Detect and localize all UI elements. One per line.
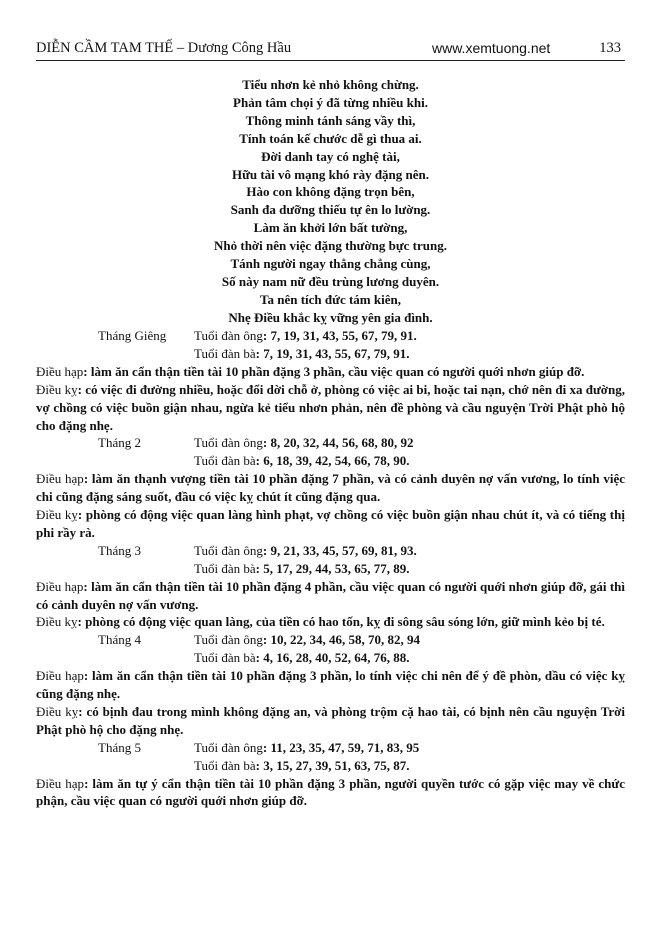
poem-line: Tánh người ngay thẳng chẳng cùng,: [230, 256, 431, 272]
male-ages: Tuổi đàn ông: 10, 22, 34, 46, 58, 70, 82, 94: [194, 632, 420, 648]
page-header: [36, 38, 625, 61]
poem-line: Làm ăn khởi lớn bất tường,: [253, 220, 408, 236]
header-title: DIỄN CẦM TAM THẾ – Dương Công Hầu: [36, 40, 292, 56]
poem-line: Hữu tài vô mạng khó rày đặng nên.: [231, 166, 430, 182]
female-ages: Tuổi đàn bà: 7, 19, 31, 43, 55, 67, 79, 91.: [194, 345, 410, 361]
taboo-paragraph: Điều kỵ: phòng có động việc quan làng, của tiền có hao tốn, kỵ đi sông sâu sóng lớn, giữ mình kẻo bị té.: [36, 614, 605, 630]
month-label: Tháng 5: [98, 739, 141, 755]
poem-line: Nhẹ Điều khắc kỵ vững yên gia đình.: [228, 309, 433, 325]
poem-line: Số này nam nữ đều trùng lương duyên.: [221, 273, 440, 289]
month-row-ong: [36, 327, 625, 345]
taboo-paragraph: Điều kỵ: có việc đi đường nhiều, hoặc đổi dời chỗ ở, phòng có việc ai bi, hoặc tai nạn, chớ nên đi xa đường, vợ chồng có việc buồn giận nhau, ngừa kẻ tiểu nhơn phản, nên đề phòng và cầu nguyện Trời Phật phò hộ cho đặng nhẹ.: [36, 381, 625, 433]
month-row-ong: [36, 434, 625, 452]
female-ages: Tuổi đàn bà: 5, 17, 29, 44, 53, 65, 77, 89.: [194, 560, 410, 576]
favorable-paragraph: Điều hạp: làm ăn thạnh vượng tiền tài 10 phần đặng 7 phần, và có cảnh duyên nợ vấn vương, lo tính việc chi cũng đặng sáng suốt, đầu có việc kỵ chút ít cũng đặng qua.: [36, 471, 625, 505]
poem-line: Phản tâm chọi ý đã từng nhiều khi.: [233, 94, 428, 110]
month-row-ong: [36, 739, 625, 757]
poem-line: Tiểu nhơn kẻ nhỏ không chừng.: [242, 77, 419, 92]
header-website[interactable]: www.xemtuong.net: [432, 40, 551, 56]
month-label: Tháng Giêng: [98, 328, 167, 343]
poem-line: Hào con không đặng trọn bên,: [246, 184, 415, 200]
taboo-paragraph: Điều kỵ: phòng có động việc quan làng hình phạt, vợ chồng có việc buồn giận nhau chút ít, và có tiếng thị phi rầy rà.: [36, 507, 625, 540]
male-ages: Tuổi đàn ông: 11, 23, 35, 47, 59, 71, 83, 95: [194, 739, 420, 755]
favorable-paragraph: Điều hạp: làm ăn cẩn thận tiền tài 10 phần đặng 4 phần, cầu việc quan có người quới nhơn giúp đỡ, gái thì có cảnh duyên nợ vấn vương.: [36, 578, 625, 612]
favorable-paragraph: Điều hạp: làm ăn tự ý cẩn thận tiền tài 10 phần đặng 3 phần, người quyền tước có gặp việc may về chức phận, cầu việc quan có người quới nhơn giúp đỡ.: [36, 775, 625, 809]
month-row-ba: [36, 757, 625, 775]
poem-line: Đời danh tay có nghệ tài,: [261, 148, 400, 164]
month-row-ba: [36, 560, 625, 578]
poem-line: Thông minh tánh sáng vầy thì,: [245, 112, 416, 128]
male-ages: Tuổi đàn ông: 7, 19, 31, 43, 55, 67, 79, 91.: [194, 328, 417, 343]
month-sections: [36, 327, 625, 810]
female-ages: Tuổi đàn bà: 6, 18, 39, 42, 54, 66, 78, 90.: [194, 453, 410, 469]
female-ages: Tuổi đàn bà: 3, 15, 27, 39, 51, 63, 75, 87.: [194, 757, 410, 773]
month-row-ba: [36, 649, 625, 667]
female-ages: Tuổi đàn bà: 4, 16, 28, 40, 52, 64, 76, 88.: [194, 650, 410, 666]
poem-line: Nhỏ thời nên việc đặng thường bực trung.: [214, 238, 447, 254]
poem-block: [36, 76, 625, 327]
page-number: 133: [599, 40, 621, 56]
month-label: Tháng 4: [98, 632, 141, 648]
month-label: Tháng 3: [98, 542, 141, 558]
poem-line: Sanh đa dưỡng thiếu tự ên lo lường.: [230, 202, 431, 218]
taboo-paragraph: Điều kỵ: có bịnh đau trong mình không đặng an, và phòng trộm cặ hao tài, có bịnh nên cầu nguyện Trời Phật phò hộ cho đặng nhẹ.: [36, 703, 625, 737]
poem-line: Ta nên tích đức tám kiên,: [260, 291, 401, 307]
favorable-paragraph: Điều hạp: làm ăn cẩn thận tiền tài 10 phần đặng 3 phần, lo tính việc chi nên để ý đề phòn, dầu có việc kỵ cũng đặng nhẹ.: [36, 668, 625, 701]
month-row-ba: [36, 452, 625, 470]
poem-line: Tính toán kế chước dễ gì thua ai.: [239, 130, 422, 146]
month-row-ba: [36, 345, 625, 363]
month-label: Tháng 2: [98, 435, 141, 451]
month-row-ong: [36, 542, 625, 560]
male-ages: Tuổi đàn ông: 8, 20, 32, 44, 56, 68, 80, 92: [194, 435, 414, 451]
male-ages: Tuổi đàn ông: 9, 21, 33, 45, 57, 69, 81, 93.: [194, 542, 417, 558]
month-row-ong: [36, 631, 625, 649]
favorable-paragraph: Điều hạp: làm ăn cẩn thận tiền tài 10 phần đặng 3 phần, cầu việc quan có người quới nhơn giúp đỡ.: [36, 363, 585, 379]
